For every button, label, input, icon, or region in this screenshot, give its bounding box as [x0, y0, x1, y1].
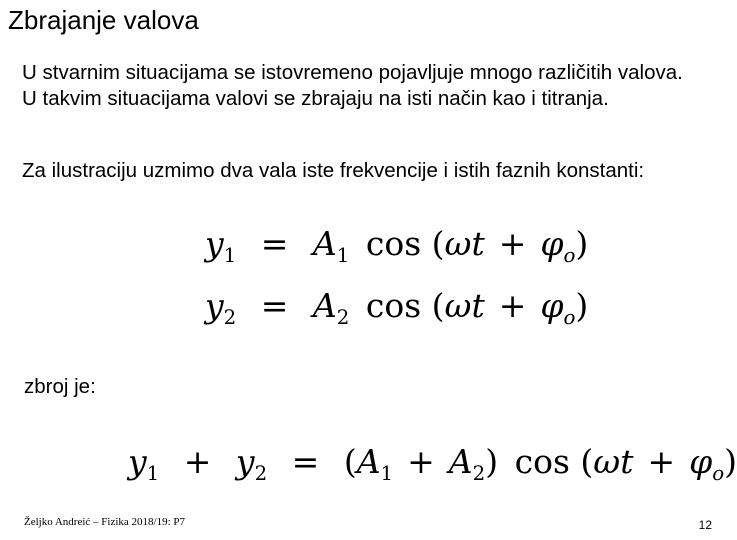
eq3-amp2-sub: 2: [472, 461, 486, 485]
eq2-equals: =: [260, 286, 289, 325]
eq3-lhs2-sub: 2: [254, 461, 268, 485]
eq1-func: cos: [365, 224, 422, 263]
eq1-lhs-var: y: [205, 224, 224, 263]
eq3-plus: +: [647, 442, 676, 481]
eq2-phi-sub: o: [563, 305, 576, 329]
eq3-func: cos: [514, 442, 570, 481]
eq1-amp-var: A: [312, 224, 337, 263]
eq3-phi: φ: [689, 442, 713, 481]
equation-wave-2: [205, 286, 589, 329]
eq2-phi: φ: [540, 286, 564, 325]
eq3-paren-open-amp: (: [343, 442, 357, 481]
eq3-omega: ω: [593, 442, 621, 481]
eq2-plus: +: [498, 286, 527, 325]
eq2-func: cos: [365, 286, 422, 325]
eq3-amp1-var: A: [356, 442, 381, 481]
sum-label: zbroj je:: [24, 375, 96, 398]
illustration-paragraph: Za ilustraciju uzmimo dva vala iste frekvencije i istih faznih konstanti:: [22, 159, 645, 182]
intro-paragraph: U stvarnim situacijama se istovremeno pojavljuje mnogo različitih valova. U takvim situacijama valovi se zbrajaju na isti način kao i titranja.: [22, 61, 683, 110]
eq3-lhs1-var: y: [128, 442, 147, 481]
eq2-lhs-sub: 2: [223, 305, 237, 329]
eq1-phi-sub: o: [563, 243, 576, 267]
eq2-lhs-var: y: [205, 286, 224, 325]
eq3-phi-sub: o: [712, 461, 725, 485]
eq1-lhs-sub: 1: [223, 243, 237, 267]
eq1-phi: φ: [540, 224, 564, 263]
eq2-t: t: [471, 286, 485, 325]
eq2-omega: ω: [444, 286, 472, 325]
eq3-t: t: [620, 442, 634, 481]
eq3-paren-open: (: [580, 442, 594, 481]
eq3-amp1-sub: 1: [380, 461, 394, 485]
eq1-omega: ω: [444, 224, 472, 263]
eq1-equals: =: [260, 224, 289, 263]
eq2-paren-open: (: [431, 286, 445, 325]
eq3-paren-close-amp: ): [485, 442, 499, 481]
page-number: 12: [698, 518, 712, 532]
eq1-amp-sub: 1: [336, 243, 350, 267]
eq3-paren-close: ): [724, 442, 737, 481]
eq1-plus: +: [498, 224, 527, 263]
eq1-paren-open: (: [431, 224, 445, 263]
eq2-amp-var: A: [312, 286, 337, 325]
eq2-paren-close: ): [575, 286, 589, 325]
eq3-lhs2-var: y: [235, 442, 255, 481]
equation-wave-1: [205, 224, 589, 267]
eq1-paren-close: ): [575, 224, 589, 263]
eq3-lhs1-sub: 1: [146, 461, 160, 485]
eq3-plus-amp: +: [407, 442, 435, 481]
slide-title: Zbrajanje valova: [8, 5, 199, 35]
eq3-amp2-var: A: [448, 442, 473, 481]
eq3-equals: =: [291, 442, 320, 481]
footer-credit: Željko Andreić – Fizika 2018/19: P7: [24, 516, 186, 528]
eq3-plus-lhs: +: [183, 442, 212, 481]
equation-sum: [128, 442, 737, 485]
eq2-amp-sub: 2: [336, 305, 350, 329]
eq1-t: t: [471, 224, 485, 263]
